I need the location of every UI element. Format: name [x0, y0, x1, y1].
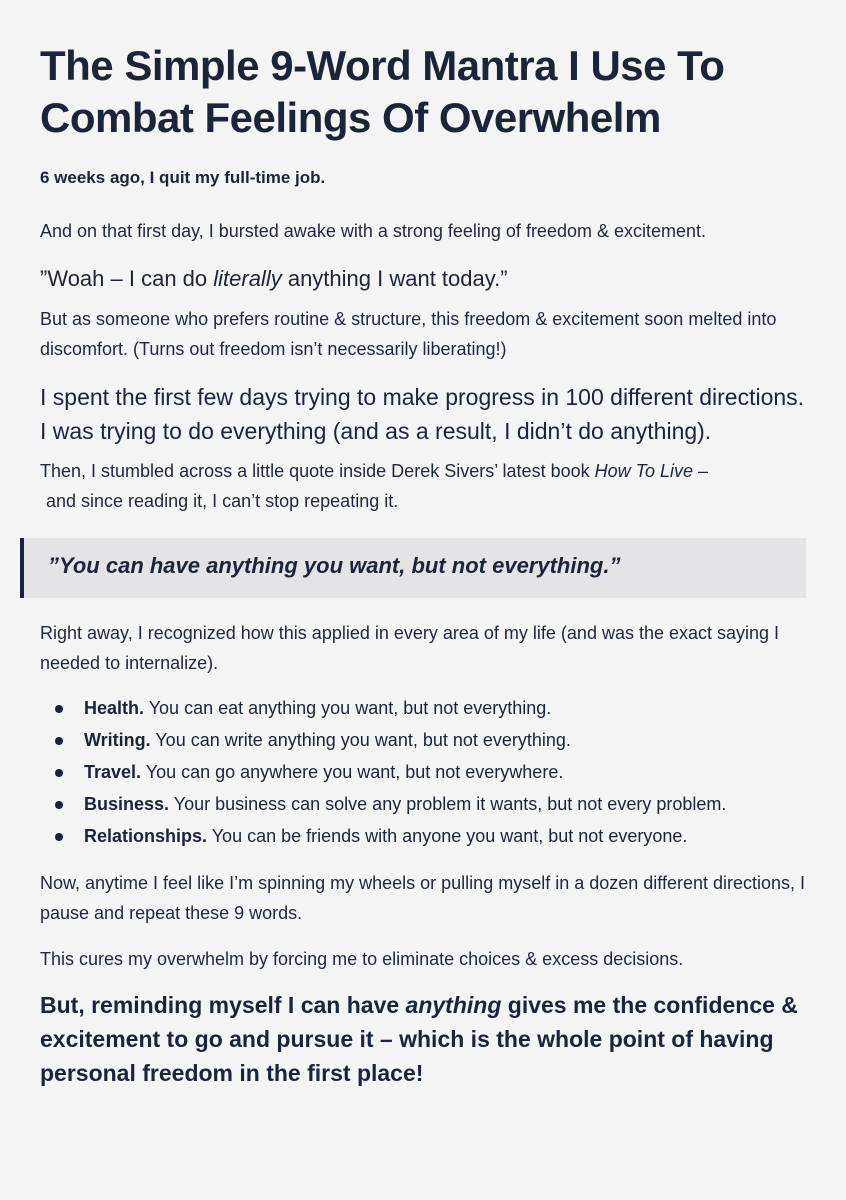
list-item-label: Travel.: [84, 762, 142, 782]
paragraph-3-dash: –: [693, 461, 709, 481]
article-title: The Simple 9-Word Mantra I Use To Combat Feelings Of Overwhelm: [40, 42, 725, 141]
list-item-text: You can be friends with anyone you want, but not everyone.: [207, 826, 688, 846]
list-item: [40, 820, 806, 852]
exclamation-after: anything I want today.”: [281, 266, 508, 291]
list-item-text: You can eat anything you want, but not everything.: [144, 698, 552, 718]
closing-emphasis: anything: [405, 992, 502, 1018]
list-item: [40, 724, 806, 756]
bullet-icon: [55, 801, 63, 809]
list-item-label: Business.: [84, 794, 170, 814]
examples-list: [40, 692, 806, 852]
paragraph-1: And on that first day, I bursted awake with a strong feeling of freedom & excitement.: [40, 221, 707, 241]
bullet-icon: [55, 833, 63, 841]
list-item: [40, 692, 806, 724]
paragraph-2: But as someone who prefers routine & structure, this freedom & excitement soon melted into discomfort. (Turns out freedom isn’t necessarily liberating!): [40, 309, 777, 359]
bullet-icon: [55, 769, 63, 777]
list-item-text: Your business can solve any problem it wants, but not every problem.: [169, 794, 727, 814]
bullet-icon: [55, 705, 63, 713]
paragraph-3-before: Then, I stumbled across a little quote inside Derek Sivers’ latest book: [40, 461, 595, 481]
emphasis-heading: I spent the first few days trying to make progress in 100 different directions. I was trying to do everything (and as a result, I didn’t do anything).: [40, 384, 805, 444]
list-item-label: Relationships.: [84, 826, 208, 846]
exclamation-emphasis: literally: [213, 266, 282, 291]
paragraph-4: Right away, I recognized how this applied in every area of my life (and was the exact saying I needed to internalize).: [40, 623, 780, 673]
closing-heading: [40, 988, 806, 1090]
list-item: [40, 788, 806, 820]
paragraph-3-line2: and since reading it, I can’t stop repeating it.: [46, 491, 399, 511]
exclamation-before: ”Woah – I can do: [40, 266, 214, 291]
closing-before: But, reminding myself I can have: [40, 992, 406, 1018]
paragraph-3: [40, 456, 806, 516]
blockquote: ”You can have anything you want, but not everything.”: [20, 538, 806, 598]
bullet-icon: [55, 737, 63, 745]
exclamation-heading: [40, 264, 806, 294]
list-item-label: Writing.: [84, 730, 151, 750]
paragraph-6: This cures my overwhelm by forcing me to eliminate choices & excess decisions.: [40, 949, 684, 969]
list-item: [40, 756, 806, 788]
paragraph-5: Now, anytime I feel like I’m spinning my wheels or pulling myself in a dozen different directions, I pause and repeat these 9 words.: [40, 873, 806, 923]
list-item-text: You can write anything you want, but not everything.: [150, 730, 571, 750]
book-title: How To Live: [594, 461, 693, 481]
list-item-text: You can go anywhere you want, but not everywhere.: [141, 762, 564, 782]
list-item-label: Health.: [84, 698, 145, 718]
closing-after: gives me the confidence & excitement to go and pursue it – which is the whole point of having personal freedom in the first place!: [40, 992, 798, 1086]
lead-sentence: 6 weeks ago, I quit my full-time job.: [40, 168, 326, 187]
